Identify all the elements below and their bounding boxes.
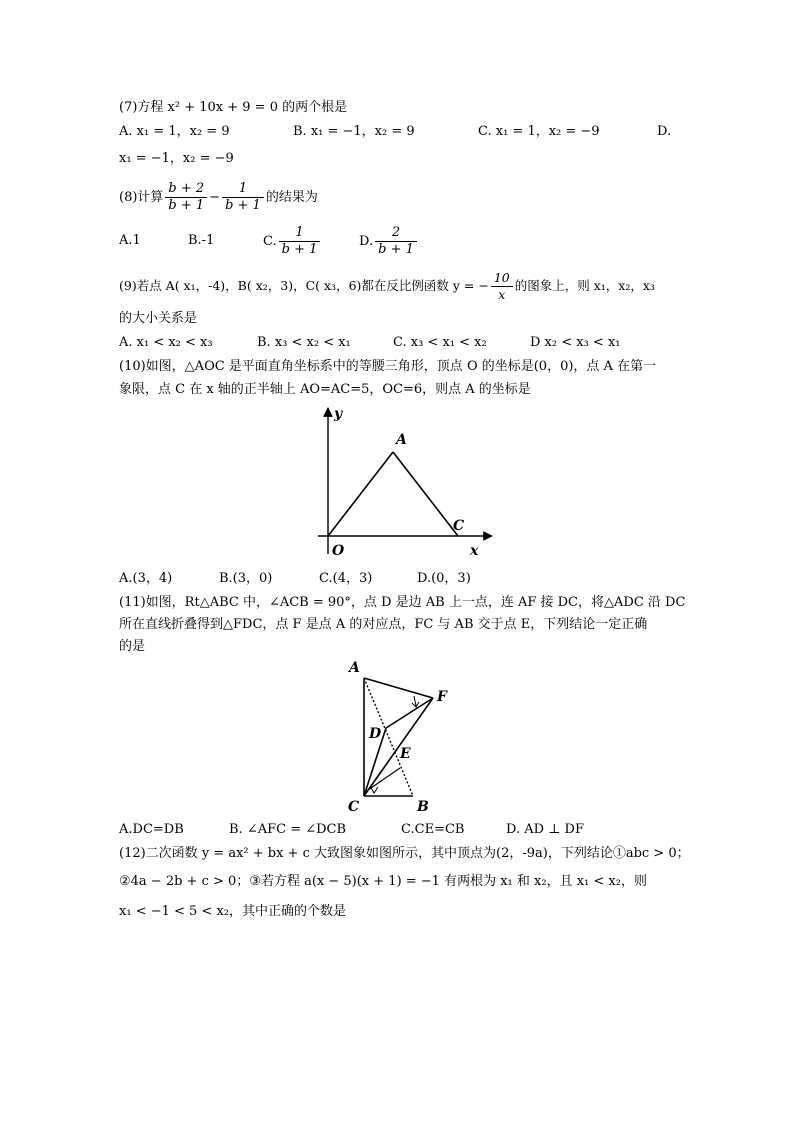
q10-label-y: y (334, 406, 343, 422)
q9-option-d: D x₂ < x₃ < x₁ (530, 335, 621, 350)
q9-option-c: C. x₃ < x₁ < x₂ (393, 335, 487, 350)
q11-fold-arrow-top (414, 696, 416, 706)
q7-option-a: A. x₁ = 1，x₂ = 9 (119, 124, 230, 139)
q8-option-c-fraction (279, 225, 321, 258)
q8-option-b: B.-1 (188, 233, 215, 248)
q8-option-d-num: 2 (375, 225, 417, 242)
q8-frac1-num: b + 2 (165, 181, 207, 198)
q9-line1-prefix: (9)若点 A( x₁，-4)，B( x₂，3)，C( x₃，6)都在反比例函数 y = − (119, 278, 489, 293)
q10-option-b: B.(3，0) (219, 571, 273, 586)
q10-side-ac (393, 452, 458, 536)
q7-stem: (7)方程 x² + 10x + 9 = 0 的两个根是 (119, 100, 348, 115)
q9-fraction (491, 270, 513, 303)
q8-frac2-num: 1 (222, 181, 264, 198)
q8-fraction-1 (165, 181, 207, 214)
q8-prefix: (8)计算 (119, 190, 164, 205)
q8-option-c-num: 1 (279, 225, 321, 242)
q10-label-a: A (396, 432, 407, 448)
q11-option-d: D. AD ⊥ DF (506, 822, 584, 837)
q10-stem-line1: (10)如图，△AOC 是平面直角坐标系中的等腰三角形，顶点 O 的坐标是(0，0)，点 A 在第一 (119, 359, 657, 374)
q9-option-a: A. x₁ < x₂ < x₃ (119, 335, 213, 350)
q10-option-c: C.(4，3) (319, 571, 373, 586)
q8-option-a: A.1 (119, 233, 141, 248)
q11-stem-line3: 的是 (119, 639, 146, 654)
q11-segment-fd (386, 698, 433, 728)
q10-label-o: O (332, 543, 345, 559)
q11-label-d: D (369, 726, 382, 742)
q11-option-c: C.CE=CB (401, 822, 465, 837)
q8-stem (119, 178, 318, 218)
q11-label-a: A (349, 660, 360, 676)
q10-side-oa (328, 452, 393, 536)
q9-frac-num: 10 (491, 270, 513, 287)
q11-segment-af (364, 678, 433, 698)
q11-label-b: B (417, 799, 429, 815)
q10-stem-line2: 象限，点 C 在 x 轴的正半轴上 AO=AC=5，OC=6，则点 A 的坐标是 (119, 382, 531, 397)
q11-option-b: B. ∠AFC = ∠DCB (229, 822, 347, 837)
q7-option-d-letter: D. (657, 124, 672, 139)
q11-label-e: E (400, 746, 411, 762)
q11-option-a: A.DC=DB (119, 822, 184, 837)
q10-label-x: x (470, 543, 479, 559)
q11-fold-figure (340, 656, 460, 816)
q8-suffix: 的结果为 (265, 190, 318, 205)
q9-stem-line1 (119, 266, 655, 306)
q8-option-c-den: b + 1 (281, 242, 318, 257)
q8-option-d (359, 222, 419, 262)
q7-option-d-text: x₁ = −1，x₂ = −9 (119, 151, 234, 166)
q8-option-d-fraction (375, 225, 417, 258)
q12-stem-line1: (12)二次函数 y = ax² + bx + c 大致图象如图所示，其中顶点为(2，-9a)，下列结论①abc > 0； (119, 846, 690, 861)
q8-frac1-den: b + 1 (168, 198, 205, 213)
q10-label-c: C (453, 518, 465, 534)
q10-triangle-figure (310, 402, 500, 566)
q8-option-c-prefix: C. (263, 234, 277, 249)
q11-label-f: F (437, 689, 447, 705)
q11-label-c: C (348, 799, 360, 815)
q8-option-d-den: b + 1 (378, 242, 414, 257)
q8-option-d-prefix: D. (359, 234, 374, 249)
q7-option-c: C. x₁ = 1，x₂ = −9 (478, 124, 600, 139)
q9-option-b: B. x₃ < x₂ < x₁ (257, 335, 351, 350)
q8-frac2-den: b + 1 (225, 198, 261, 213)
q8-fraction-2 (222, 181, 264, 214)
q11-segment-fc (364, 698, 433, 796)
q11-stem-line2: 所在直线折叠得到△FDC，点 F 是点 A 的对应点，FC 与 AB 交于点 E，下列结论一定正确 (119, 617, 648, 632)
q10-option-d: D.(0，3) (417, 571, 471, 586)
q8-option-c (263, 222, 322, 262)
q9-line1-suffix: 的图象上，则 x₁，x₂，x₃ (514, 278, 655, 293)
q9-frac-den: x (498, 287, 506, 302)
q10-option-a: A.(3，4) (119, 571, 173, 586)
q9-stem-line2: 的大小关系是 (119, 311, 198, 326)
q7-option-b: B. x₁ = −1，x₂ = 9 (293, 124, 415, 139)
q12-stem-line2: ②4a − 2b + c > 0；③若方程 a(x − 5)(x + 1) = −1 有两根为 x₁ 和 x₂，且 x₁ < x₂，则 (119, 874, 647, 889)
q8-minus: − (209, 190, 221, 205)
q12-stem-line3: x₁ < −1 < 5 < x₂，其中正确的个数是 (119, 904, 346, 919)
q11-stem-line1: (11)如图，Rt△ABC 中，∠ACB = 90°，点 D 是边 AB 上一点，连 AF 接 DC，将△ADC 沿 DC (119, 595, 686, 610)
